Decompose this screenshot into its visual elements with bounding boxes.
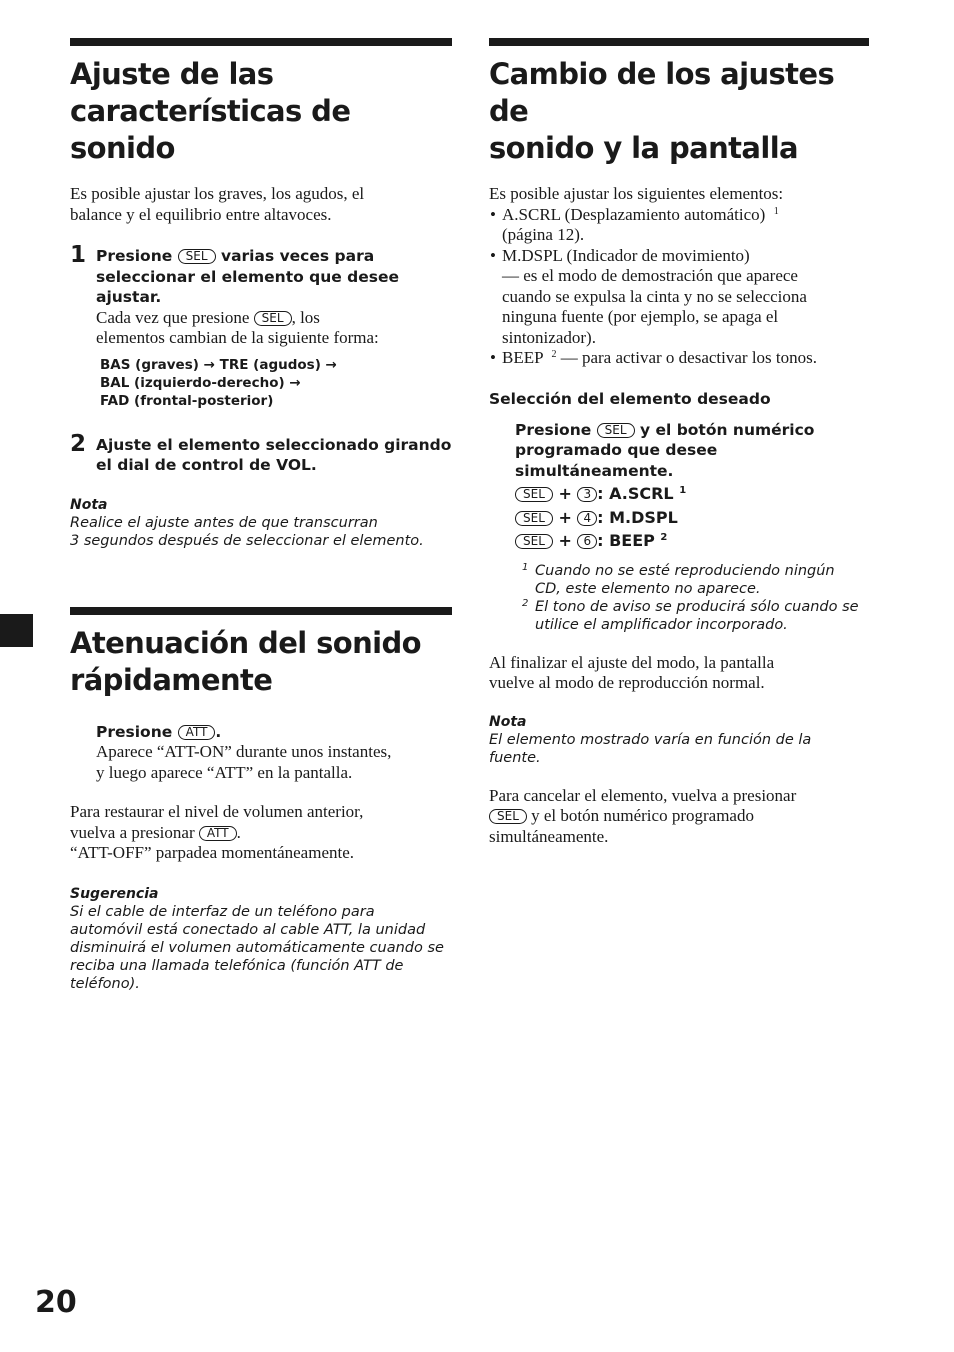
ajuste-note: Nota Realice el ajuste antes de que transcurran 3 segundos después de seleccionar el elemento.	[70, 496, 452, 550]
sel-key: SEL	[515, 534, 553, 549]
step-number: 2	[70, 430, 87, 457]
tip-title: Sugerencia	[70, 885, 159, 902]
list-item-ascrl: • A.SCRL (Desplazamiento automático) $^1$ (página 12).	[490, 204, 779, 244]
sel-key: SEL	[597, 423, 635, 438]
cambio-note: Nota El elemento mostrado varía en función de la fuente.	[489, 713, 869, 767]
number-key-6: 6	[577, 534, 597, 549]
section-title-atenuacion: Atenuación del sonido rápidamente	[70, 625, 421, 697]
left-column	[70, 38, 452, 993]
section-rule	[70, 607, 452, 615]
note-title: Nota	[70, 496, 108, 513]
step-2-instruction: Ajuste el elemento seleccionado girando el dial de control de VOL.	[96, 435, 452, 474]
section-title-cambio: Cambio de los ajustes de sonido y la pantalla	[489, 57, 835, 165]
combo-beep: SEL + 6 : BEEP $^2$	[515, 529, 869, 553]
page-number: 20	[35, 1285, 77, 1320]
footnote-1: 1 Cuando no se esté reproduciendo ningún CD, este elemento no aparece.	[522, 561, 835, 597]
step-number: 1	[70, 242, 87, 268]
att-tip: Sugerencia Si el cable de interfaz de un teléfono para automóvil está conectado al cable ATT, la unidad disminuirá el volumen automáticamente cuando se reciba una llamada telefónica (función ATT de teléfono).	[70, 885, 452, 993]
cambio-cancel: Para cancelar el elemento, vuelva a presionar SEL y el botón numérico programado simultáneamente.	[489, 785, 797, 846]
right-column	[489, 38, 869, 847]
att-key: ATT	[199, 826, 237, 841]
sel-key: SEL	[254, 311, 292, 326]
sel-key: SEL	[489, 809, 527, 824]
att-restore: Para restaurar el nivel de volumen anterior, vuelva a presionar ATT . “ATT-OFF” parpadea momentáneamente.	[70, 802, 364, 862]
list-item-beep: • BEEP $^2$ — para activar o desactivar los tonos.	[490, 348, 818, 367]
list-item-mdspl: • M.DSPL (Indicador de movimiento) — es el modo de demostración que aparece cuando se expulsa la cinta y no se selecciona ninguna fuente (por ejemplo, se apaga el sintonizador).	[490, 245, 807, 347]
item-sequence: BAS (graves) → TRE (agudos) → BAL (izquierdo-derecho) → FAD (frontal-posterior)	[100, 356, 337, 409]
combo-ascrl: SEL + 3 : A.SCRL $^1$	[515, 482, 869, 506]
cambio-finish: Al finalizar el ajuste del modo, la pantalla vuelve al modo de reproducción normal.	[489, 652, 775, 692]
cambio-instruction: Presione SEL y el botón numérico programado que desee simultáneamente. SEL + 3 : A.SCRL $^1$ SEL + 4 : M.DSPL SEL + 6 : BEEP $^2$	[489, 420, 869, 553]
cambio-intro: Es posible ajustar los siguientes elementos:	[489, 184, 784, 203]
att-instruction: Presione ATT . Aparece “ATT-ON” durante unos instantes, y luego aparece “ATT” en la pantalla.	[96, 722, 392, 782]
section-title-ajuste: Ajuste de las características de sonido	[70, 57, 351, 165]
subheading-seleccion: Selección del elemento deseado	[489, 389, 771, 408]
combo-mdspl: SEL + 4 : M.DSPL	[515, 506, 869, 530]
step-1-body: Cada vez que presione SEL , los elementos cambian de la siguiente forma:	[96, 307, 379, 347]
footnotes	[489, 562, 869, 634]
ajuste-intro: Es posible ajustar los graves, los agudos, el balance y el equilibrio entre altavoces.	[70, 184, 365, 224]
section-tab-marker	[0, 614, 33, 647]
number-key-4: 4	[577, 511, 597, 526]
footnote-2: 2 El tono de aviso se producirá sólo cuando se utilice el amplificador incorporado.	[522, 597, 859, 633]
note-title: Nota	[489, 713, 527, 730]
sel-key: SEL	[515, 511, 553, 526]
step-1	[70, 242, 452, 349]
section-rule	[70, 38, 452, 46]
att-key: ATT	[178, 725, 216, 740]
sel-key: SEL	[178, 249, 216, 264]
sel-key: SEL	[515, 487, 553, 502]
step-1-instruction: Presione SEL varias veces para seleccionar el elemento que desee ajustar.	[96, 247, 400, 306]
section-rule	[489, 38, 869, 46]
step-2	[70, 430, 452, 476]
number-key-3: 3	[577, 487, 597, 502]
